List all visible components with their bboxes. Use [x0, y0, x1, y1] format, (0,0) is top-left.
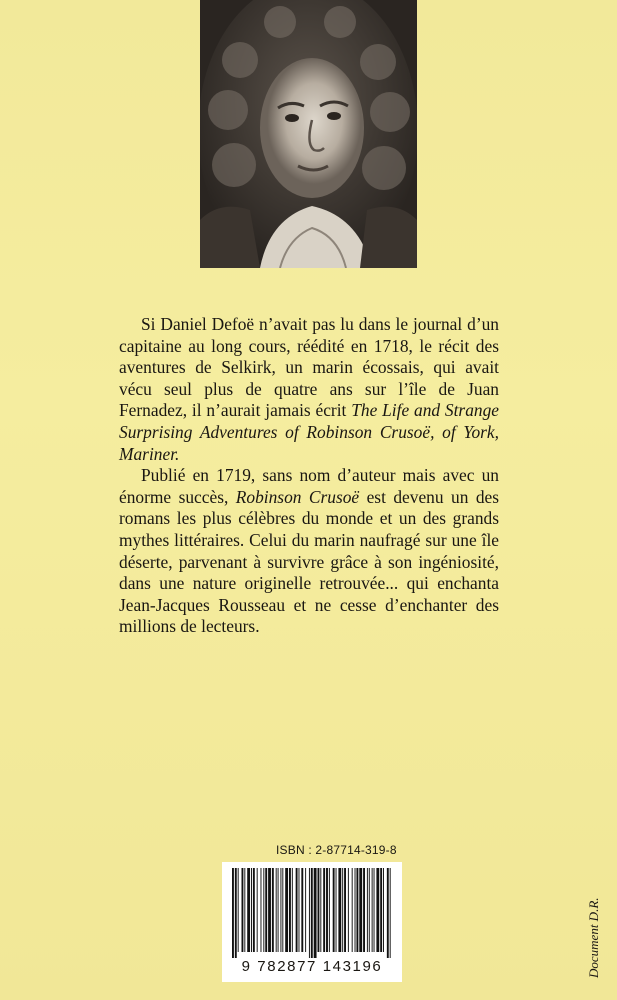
barcode-bar	[326, 868, 328, 952]
blurb-text: Si Daniel Defoë n’avait pas lu dans le journal d’un capitaine au long cours, réédité en 1718, le récit des aventures de Selkirk, un marin écossais, qui avait vécu seul plus de quatre ans sur l’île de Juan Fernadez, il n’aurait jamais écrit	[119, 314, 499, 421]
barcode-bar	[356, 868, 358, 952]
barcode-bar	[265, 868, 267, 952]
barcode-bar	[305, 868, 306, 952]
isbn-label: ISBN : 2-87714-319-8	[276, 843, 397, 857]
barcode-bar	[276, 868, 277, 952]
barcode-bar	[355, 868, 356, 952]
barcode-bar	[314, 868, 317, 958]
author-portrait	[200, 0, 417, 268]
barcode-bar	[232, 868, 234, 958]
barcode-bar	[282, 868, 283, 952]
barcode-bar	[268, 868, 271, 952]
barcode-bar	[344, 868, 346, 952]
blurb-text: Publié en 1719, sans nom d’auteur mais avec un énorme succès,	[119, 465, 499, 507]
barcode-bar	[383, 868, 384, 952]
blurb-paragraph-1	[119, 314, 499, 465]
portrait-engraving	[200, 0, 417, 268]
barcode-bar	[253, 868, 255, 952]
barcode-bar	[372, 868, 373, 952]
barcode-bar	[285, 868, 288, 952]
photo-credit: Document D.R.	[586, 897, 601, 978]
barcode-bar	[376, 868, 379, 952]
book-title-italic: Robinson Crusoë	[235, 486, 360, 507]
barcode-bar	[289, 868, 291, 952]
barcode-bar	[374, 868, 375, 952]
barcode-bar	[338, 868, 341, 952]
barcode-bar	[323, 868, 325, 952]
barcode-bar	[359, 868, 362, 952]
barcode-bar	[352, 868, 353, 952]
barcode-bar	[263, 868, 264, 952]
barcode-bar	[380, 868, 382, 952]
barcode-bar	[336, 868, 337, 952]
barcode-bar	[296, 868, 298, 952]
barcode-bar	[272, 868, 274, 952]
blurb-paragraph-2	[119, 465, 499, 638]
barcode-bar	[369, 868, 370, 952]
barcode-bar	[311, 868, 313, 958]
barcode-bar	[261, 868, 262, 952]
barcode-bar	[238, 868, 239, 952]
barcode-bar	[333, 868, 335, 952]
barcode	[222, 862, 402, 982]
barcode-digits: 9 782877 143196	[241, 958, 383, 975]
barcode-bars	[228, 868, 396, 958]
barcode-bar	[309, 868, 310, 958]
barcode-bar	[320, 868, 321, 952]
barcode-bar	[390, 868, 391, 958]
barcode-bar	[292, 868, 293, 952]
barcode-bar	[247, 868, 250, 952]
barcode-bar	[242, 868, 244, 952]
barcode-bar	[348, 868, 349, 952]
barcode-bar	[329, 868, 330, 952]
barcode-bar	[318, 868, 320, 952]
barcode-bar	[367, 868, 368, 952]
barcode-bar	[387, 868, 389, 958]
barcode-bar	[342, 868, 343, 952]
blurb-text: est devenu un des romans les plus célèbres du monde et un des grands mythes littéraires. Celui du marin naufragé sur une île déserte, parvenant à survivre grâce à son ingéniosité, dans une nature originelle retrouvée... qui enchanta Jean-Jacques Rousseau et ne cesse d’enchanter des millions de lecteurs.	[119, 486, 500, 637]
barcode-bar	[363, 868, 365, 952]
book-title-italic: The Life and Strange Surprising Adventures of Robinson Crusoë, of York, Mariner.	[119, 400, 500, 464]
barcode-bar	[257, 868, 258, 952]
back-cover-blurb	[119, 314, 499, 638]
barcode-bar	[280, 868, 281, 952]
barcode-bar	[278, 868, 279, 952]
barcode-bar	[244, 868, 245, 952]
barcode-bar	[251, 868, 252, 952]
barcode-bar	[301, 868, 303, 952]
barcode-bar	[299, 868, 300, 952]
barcode-bar	[235, 868, 237, 958]
